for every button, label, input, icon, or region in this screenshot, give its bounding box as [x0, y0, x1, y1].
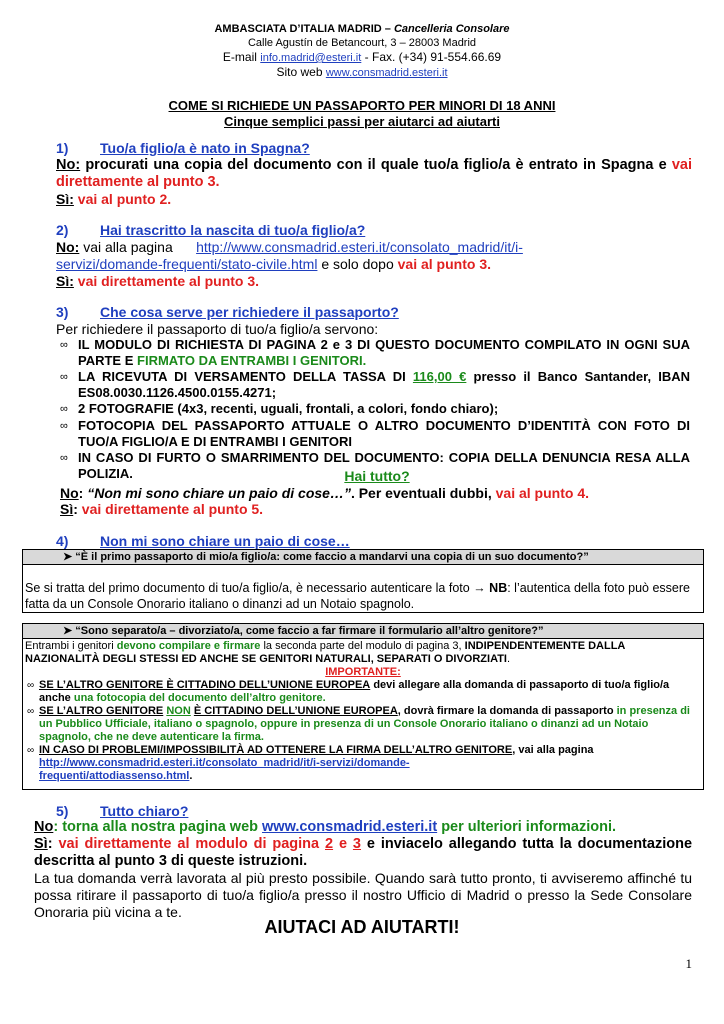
- requirement-item: ∞ IL MODULO DI RICHIESTA DI PAGINA 2 e 3 DI QUESTO DOCUMENTO COMPILATO IN OGNI SUA PARTE E FIRMATO DA ENTRAMBI I GENITORI.: [60, 337, 690, 368]
- address: Calle Agustín de Betancourt, 3 – 28003 Madrid: [247, 37, 477, 49]
- section-3-si: Sì: vai direttamente al punto 5.: [60, 501, 264, 517]
- hai-tutto: Hai tutto?: [344, 468, 410, 484]
- page-title: COME SI RICHIEDE UN PASSAPORTO PER MINORI DI 18 ANNI: [168, 98, 556, 113]
- section-5-si: Sì: vai direttamente al modulo di pagina 2 e 3 e inviacelo allegando tutta la documentazione descritta al punto 3 di queste istruzioni.: [34, 836, 693, 869]
- consmadrid-link[interactable]: www.consmadrid.esteri.it: [262, 819, 438, 835]
- section-3-no: No: “Non mi sono chiare un paio di cose…”. Per eventuali dubbi, vai al punto 4.: [60, 485, 589, 501]
- requirement-item: ∞ 2 FOTOGRAFIE (4x3, recenti, uguali, frontali, a colori, fondo chiaro);: [60, 401, 499, 416]
- faq-question: ➤ “Sono separato/a – divorziato/a, come faccio a far firmare il formulario all’altro genitore?”: [23, 624, 703, 639]
- page-number: 1: [685, 956, 692, 971]
- site-link[interactable]: www.consmadrid.esteri.it: [325, 67, 448, 79]
- faq-answer: Se si tratta del primo documento di tuo/a figlio/a, è necessario autenticare la foto → NB: l’autentica della foto può essere fatta da un Console Onorario italiano o dinanzi ad un Notaio spagnolo.: [25, 581, 690, 611]
- stato-civile-link-cont[interactable]: servizi/domande-frequenti/stato-civile.html: [56, 256, 318, 272]
- section-5-no: No: torna alla nostra pagina web www.consmadrid.esteri.it per ulteriori informazioni.: [34, 819, 617, 835]
- section-4-question: 4) Non mi sono chiare un paio di cose…: [56, 533, 350, 549]
- section-1-no: No: procurati una copia del documento con il quale tuo/a figlio/a è entrato in Spagna e vai direttamente al punto 3.: [56, 157, 692, 190]
- page-subtitle: Cinque semplici passi per aiutarci ad aiutarti: [224, 114, 500, 129]
- section-1-si: Sì: vai al punto 2.: [56, 191, 172, 207]
- email-label: E-mail: [222, 50, 257, 64]
- section-2-si: Sì: vai direttamente al punto 3.: [56, 273, 260, 289]
- fax: - Fax. (+34) 91-554.66.69: [364, 50, 502, 64]
- org-name: AMBASCIATA D’ITALIA MADRID –: [214, 23, 391, 35]
- section-5-question: 5) Tutto chiaro?: [56, 803, 189, 819]
- faq-question: ➤ “È il primo passaporto di mio/a figlio/a: come faccio a mandarvi una copia di un suo documento?”: [23, 550, 703, 565]
- important-item: ∞ IN CASO DI PROBLEMI/IMPOSSIBILITÀ AD OTTENERE LA FIRMA DELL’ALTRO GENITORE, vai alla pagina http://www.consmadrid.esteri.it/consolato_madrid/it/i-servizi/domande- frequenti/attodiassenso.html.: [27, 744, 594, 782]
- section-5-paragraph: La tua domanda verrà lavorata al più presto possibile. Quando sarà tutto pronto, ti avviseremo affinché tu possa ritirare il passaporto di tuo/a figlio/a presso il nostro Ufficio di Madrid o presso la Sede Consolare Onoraria più vicina a te.: [34, 870, 692, 920]
- letterhead: [0, 22, 724, 80]
- requirement-item: ∞ FOTOCOPIA DEL PASSAPORTO ATTUALE O ALTRO DOCUMENTO D’IDENTITÀ CON FOTO DI TUO/A FIGLIO/A E DI ENTRAMBI I GENITORI: [60, 418, 690, 449]
- atto-assenso-link-cont[interactable]: frequenti/attodiassenso.html: [39, 770, 190, 782]
- section-3-intro: Per richiedere il passaporto di tuo/a figlio/a servono:: [56, 321, 379, 337]
- important-item: ∞ SE L’ALTRO GENITORE NON È CITTADINO DELL’UNIONE EUROPEA, dovrà firmare la domanda di passaporto in presenza di un Pubblico Ufficiale, italiano o spagnolo, oppure in presenza di un Console Onorario italiano o dinanzi ad un Notaio spagnolo, che ne deve autenticare la firma.: [27, 705, 690, 743]
- section-2-question: 2) Hai trascritto la nascita di tuo/a figlio/a?: [56, 222, 366, 238]
- dept-name: Cancelleria Consolare: [393, 23, 510, 35]
- stato-civile-link[interactable]: http://www.consmadrid.esteri.it/consolato_madrid/it/i-: [196, 239, 523, 255]
- section-2-no: No: vai alla pagina http://www.consmadrid.esteri.it/consolato_madrid/it/i- servizi/domande-frequenti/stato-civile.html e solo dopo vai al punto 3.: [56, 239, 523, 272]
- closing-slogan: AIUTACI AD AIUTARTI!: [264, 917, 460, 937]
- faq-box-first-passport: [22, 549, 704, 613]
- site-label: Sito web: [276, 65, 323, 79]
- faq-answer: Entrambi i genitori devono compilare e firmare la seconda parte del modulo di pagina 3, INDIPENDENTEMENTE DALLA NAZIONALITÀ DEGLI STESSI ED ANCHE SE GENITORI NATURALI, SEPARATI O DIVORZIATI. IMPORTANTE: ∞ SE L’ALTRO GENITORE È CITTADINO DELL’UNIONE EUROPEA devi allegare alla domanda di passaporto di tuo/a figlio/a anche una fotocopia del documento dell’altro genitore. ∞ SE L’ALTRO GENITORE NON È CITTADINO DELL’UNIONE EUROPEA, dovrà firmare la domanda di passaporto in presenza di un Pubblico Ufficiale, italiano o spagnolo, oppure in presenza di un Console Onorario italiano o dinanzi ad un Notaio spagnolo, che ne deve autenticare la firma. ∞ IN CASO DI PROBLEMI/IMPOSSIBILITÀ AD OTTENERE LA FIRMA DELL’ALTRO GENITORE, vai alla pagina http://www.consmadrid.esteri.it/consolato_madrid/it/i-servizi/domande- frequenti/attodiassenso.html.: [23, 639, 703, 784]
- atto-assenso-link[interactable]: http://www.consmadrid.esteri.it/consolato_madrid/it/i-servizi/domande-: [39, 757, 410, 769]
- importante-label: IMPORTANTE:: [325, 666, 401, 678]
- requirement-item: ∞ IN CASO DI FURTO O SMARRIMENTO DEL DOCUMENTO: COPIA DELLA DENUNCIA RESA ALLA POLIZIA.: [60, 450, 690, 481]
- requirement-item: ∞ LA RICEVUTA DI VERSAMENTO DELLA TASSA DI 116,00 € presso il Banco Santander, IBAN ES08.0030.1126.4500.0155.4271;: [60, 369, 690, 400]
- email-link[interactable]: info.madrid@esteri.it: [260, 52, 362, 64]
- section-1-question: 1) Tuo/a figlio/a è nato in Spagna?: [56, 140, 310, 156]
- important-item: ∞ SE L’ALTRO GENITORE È CITTADINO DELL’UNIONE EUROPEA devi allegare alla domanda di passaporto di tuo/a figlio/a anche una fotocopia del documento dell’altro genitore.: [27, 679, 670, 704]
- faq-box-separated: [22, 623, 704, 790]
- section-3-question: 3) Che cosa serve per richiedere il passaporto?: [56, 304, 399, 320]
